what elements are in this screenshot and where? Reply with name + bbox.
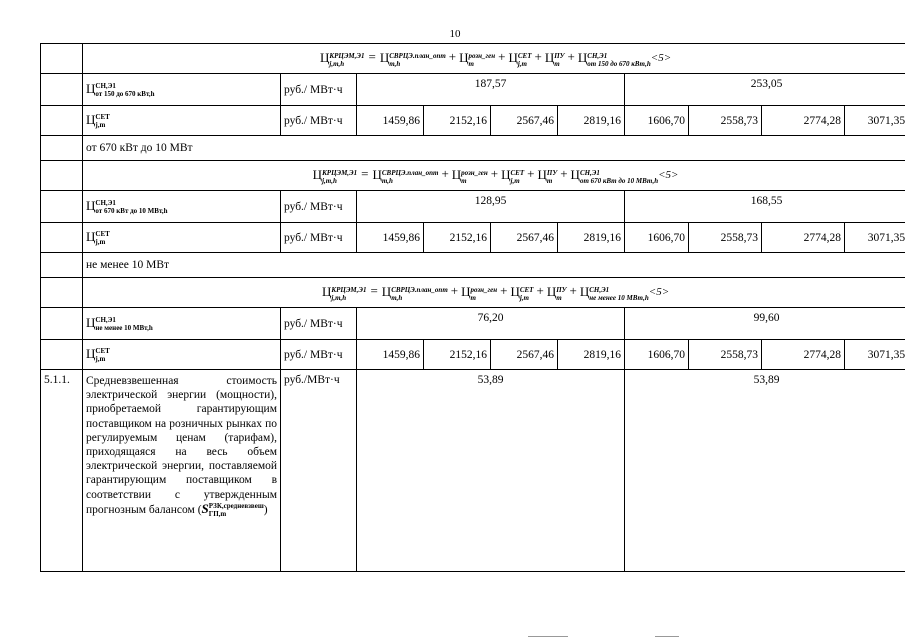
- subscript: j,m: [517, 59, 527, 68]
- symbol-letter: Ц: [546, 284, 557, 300]
- value-cell: [762, 223, 845, 253]
- symbol-letter: Ц: [459, 50, 469, 66]
- value-cell: [689, 106, 762, 136]
- number-cell: [41, 191, 83, 223]
- section-heading-cell: [83, 253, 905, 278]
- superscript: ПУ: [556, 285, 567, 294]
- sn-symbol: [86, 315, 153, 332]
- symbol-letter: Ц: [312, 167, 323, 183]
- value: 2774,28: [803, 114, 841, 127]
- unit-label: руб./ МВт·ч: [284, 231, 343, 244]
- subscript: j,m,h: [322, 176, 337, 185]
- value: 2558,73: [720, 114, 758, 127]
- formula-term: [452, 167, 488, 184]
- index-stack: [322, 169, 357, 185]
- value: 128,95: [474, 195, 507, 207]
- component-label-cell: [83, 223, 281, 253]
- item-number: 5.1.1.: [44, 374, 70, 386]
- footnote-ref: <5>: [648, 286, 670, 299]
- subscript: m: [556, 293, 562, 302]
- value: 1459,86: [382, 348, 420, 361]
- formula-term: [372, 167, 438, 184]
- value: 2567,46: [516, 231, 554, 244]
- superscript: СН,Э1: [95, 82, 116, 91]
- plus-sign: +: [534, 49, 542, 65]
- value-cell: [357, 370, 625, 572]
- formula-term: [508, 50, 531, 67]
- index-stack: [461, 169, 488, 185]
- number-cell: [41, 253, 83, 278]
- sn-symbol: [86, 198, 168, 215]
- plus-sign: +: [490, 166, 499, 182]
- symbol-letter: Ц: [544, 50, 555, 66]
- plus-sign: +: [536, 283, 544, 299]
- item-symbol: [202, 502, 264, 518]
- value-cell: [845, 340, 905, 370]
- value-cell: [762, 340, 845, 370]
- value: 2152,16: [449, 348, 487, 361]
- plus-sign: +: [560, 166, 568, 182]
- superscript: КРЦЭМ,Э1: [331, 285, 367, 294]
- section-heading-row: [41, 136, 905, 161]
- value: 99,60: [753, 312, 780, 324]
- value: 53,89: [753, 374, 780, 386]
- scan-artifact: [528, 636, 568, 637]
- value-cell: [424, 340, 491, 370]
- value: 2152,16: [449, 231, 487, 244]
- subscript: j,m,h: [331, 293, 347, 302]
- value-cell: [762, 106, 845, 136]
- item-text: Средневзвешенная стоимость электрической энергии (мощности), приобретаемой гарантирующим поставщиком на розничных рынках по регулируемым ценам (тарифам), приходящаяся на весь объем электрической энергии, поставляемой гарантирующим поставщиком в соответствии с утвержденным прогнозным балансом (: [86, 375, 277, 516]
- symbol-letter: Ц: [461, 284, 471, 300]
- subscript: j,m,h: [329, 59, 345, 68]
- index-stack: [511, 169, 525, 185]
- number-cell: [41, 44, 83, 74]
- value-cell: [491, 340, 558, 370]
- section-heading: от 670 кВт до 10 МВт: [86, 142, 193, 154]
- value-cell: [625, 223, 689, 253]
- plus-sign: +: [569, 283, 577, 299]
- sn-component-row: [41, 191, 905, 223]
- value-cell: [357, 106, 424, 136]
- subscript: m,h: [389, 59, 401, 68]
- superscript: СВРЦЭ.план_опт: [389, 51, 446, 60]
- symbol-letter: Ц: [320, 50, 330, 66]
- superscript: СЕТ: [95, 113, 110, 122]
- table-body: [41, 44, 905, 572]
- formula-term: [501, 167, 524, 184]
- subscript: j,m: [510, 176, 520, 185]
- set-symbol: [86, 229, 110, 246]
- index-stack: [469, 52, 496, 68]
- index-stack: [95, 316, 152, 332]
- unit-cell: [281, 74, 357, 106]
- number-cell: [41, 340, 83, 370]
- unit-cell: [281, 223, 357, 253]
- value-cell: [491, 223, 558, 253]
- value-cell: [491, 106, 558, 136]
- formula-term: [580, 284, 649, 301]
- plus-sign: +: [500, 283, 508, 299]
- unit-label: руб./ МВт·ч: [284, 83, 343, 96]
- formula-lhs: [322, 284, 366, 301]
- value-cell: [558, 340, 625, 370]
- value: 3071,35: [867, 348, 905, 361]
- subscript: от 150 до 670 кВт,h: [95, 90, 155, 99]
- value: 53,89: [477, 374, 504, 386]
- subscript: не менее 10 МВт,h: [589, 293, 649, 302]
- item-number-cell: [41, 370, 83, 572]
- superscript: СЕТ: [519, 285, 534, 294]
- superscript: розн_ген: [461, 168, 488, 177]
- index-stack: [95, 113, 109, 129]
- symbol-letter: Ц: [86, 80, 96, 96]
- index-stack: [587, 52, 650, 68]
- section-heading-row: [41, 253, 905, 278]
- index-stack: [589, 286, 649, 302]
- number-cell: [41, 74, 83, 106]
- index-stack: [95, 82, 154, 98]
- subscript: от 670 кВт до 10 МВт,h: [579, 176, 659, 185]
- set-symbol: [86, 346, 110, 363]
- set-component-row: [41, 223, 905, 253]
- formula-lhs: [320, 50, 364, 67]
- value-cell: [357, 74, 625, 106]
- symbol-letter: Ц: [322, 284, 332, 300]
- subscript: m: [554, 59, 560, 68]
- subscript: от 150 до 670 кВт,h: [587, 59, 651, 68]
- superscript: розн_ген: [470, 285, 498, 294]
- superscript: СН,Э1: [589, 285, 610, 294]
- subscript: m: [546, 176, 553, 185]
- page-number: 10: [449, 28, 461, 40]
- unit-cell: [281, 106, 357, 136]
- value-cell: [357, 340, 424, 370]
- value: 187,57: [474, 78, 507, 90]
- unit-label: руб./ МВт·ч: [284, 200, 343, 213]
- equals-sign: =: [370, 283, 378, 299]
- formula-term: [459, 50, 495, 67]
- index-stack: [382, 169, 439, 185]
- footnote-ref: <5>: [650, 52, 672, 65]
- value: 168,55: [750, 195, 783, 207]
- formula: [320, 49, 672, 68]
- plus-sign: +: [448, 49, 457, 65]
- superscript: СЕТ: [510, 168, 525, 177]
- unit-label: руб./ МВт·ч: [284, 317, 343, 330]
- index-stack: [554, 52, 564, 68]
- symbol-letter: Ц: [577, 50, 588, 66]
- value-cell: [625, 340, 689, 370]
- unit-cell: [281, 340, 357, 370]
- formula-cell: [83, 278, 905, 308]
- component-label-cell: [83, 191, 281, 223]
- subscript: j,m: [95, 121, 106, 130]
- unit-label: руб./МВт·ч: [284, 374, 340, 386]
- value: 2567,46: [516, 114, 554, 127]
- number-cell: [41, 223, 83, 253]
- value: 2558,73: [720, 348, 758, 361]
- item-text-cell: [83, 370, 281, 572]
- formula-term: [578, 50, 651, 67]
- superscript: СН,Э1: [587, 51, 608, 60]
- number-cell: [41, 106, 83, 136]
- value: 2152,16: [449, 114, 487, 127]
- superscript: ПУ: [554, 51, 565, 60]
- value-cell: [424, 106, 491, 136]
- symbol-letter: Ц: [86, 197, 96, 213]
- value: 253,05: [750, 78, 783, 90]
- set-component-row: [41, 106, 905, 136]
- subscript: m: [470, 293, 476, 302]
- symbol-letter: Ц: [379, 50, 390, 66]
- formula-term: [545, 50, 565, 67]
- component-label-cell: [83, 308, 281, 340]
- symbol-letter: Ц: [86, 111, 96, 127]
- value-cell: [845, 106, 905, 136]
- superscript: СЕТ: [95, 347, 110, 356]
- superscript: СВРЦЭ.план_опт: [381, 168, 439, 177]
- footnote-ref: <5>: [658, 169, 679, 182]
- number-cell: [41, 308, 83, 340]
- index-stack: [520, 286, 534, 302]
- formula-row: [41, 44, 905, 74]
- unit-cell: [281, 370, 357, 572]
- subscript: j,m: [519, 293, 529, 302]
- component-label-cell: [83, 106, 281, 136]
- unit-cell: [281, 308, 357, 340]
- value-cell: [357, 308, 625, 340]
- value: 2774,28: [803, 231, 841, 244]
- value: 1606,70: [647, 231, 685, 244]
- subscript: не менее 10 МВт,h: [95, 324, 153, 333]
- superscript: СН,Э1: [95, 316, 116, 325]
- formula-term: [537, 167, 557, 184]
- value-cell: [357, 191, 625, 223]
- subscript: m: [468, 59, 474, 68]
- value-cell: [625, 106, 689, 136]
- subscript: m,h: [391, 293, 403, 302]
- value-cell: [845, 223, 905, 253]
- value-cell: [424, 223, 491, 253]
- item-row: [41, 370, 905, 572]
- formula-lhs: [313, 167, 357, 184]
- index-stack: [331, 286, 366, 302]
- section-heading: не менее 10 МВт: [86, 259, 170, 271]
- plus-sign: +: [498, 49, 506, 65]
- subscript: от 670 кВт до 10 МВт,h: [95, 207, 168, 216]
- value-cell: [625, 74, 905, 106]
- unit-label: руб./ МВт·ч: [284, 114, 343, 127]
- value: 3071,35: [867, 114, 905, 127]
- tariff-table: [40, 43, 905, 572]
- sn-component-row: [41, 308, 905, 340]
- value: 3071,35: [867, 231, 905, 244]
- symbol-letter: S: [201, 500, 209, 516]
- value-cell: [625, 191, 905, 223]
- value-cell: [689, 223, 762, 253]
- value: 1606,70: [647, 114, 685, 127]
- index-stack: [556, 286, 566, 302]
- value: 2567,46: [516, 348, 554, 361]
- value-cell: [625, 370, 905, 572]
- equals-sign: =: [361, 166, 369, 182]
- symbol-letter: Ц: [86, 314, 96, 330]
- superscript: СН,Э1: [95, 199, 116, 208]
- subscript: m,h: [381, 176, 393, 185]
- value: 2819,16: [583, 114, 621, 127]
- symbol-letter: Ц: [381, 284, 392, 300]
- subscript: ГП,m: [208, 510, 227, 519]
- superscript: СЕТ: [517, 51, 532, 60]
- number-cell: [41, 161, 83, 191]
- superscript: СН,Э1: [579, 168, 600, 177]
- closing-paren: ): [263, 503, 268, 516]
- symbol-letter: Ц: [510, 284, 520, 300]
- value-cell: [558, 223, 625, 253]
- superscript: ПУ: [546, 168, 558, 177]
- formula-term: [547, 284, 567, 301]
- index-stack: [95, 230, 109, 246]
- formula-term: [380, 50, 446, 67]
- formula: [312, 166, 679, 185]
- sn-component-row: [41, 74, 905, 106]
- unit-label: руб./ МВт·ч: [284, 348, 343, 361]
- index-stack: [95, 199, 167, 215]
- component-label-cell: [83, 74, 281, 106]
- superscript: СВРЦЭ.план_опт: [391, 285, 448, 294]
- superscript: РЗК,средневзвеш: [208, 502, 264, 511]
- plus-sign: +: [567, 49, 575, 65]
- formula-term: [382, 284, 448, 301]
- value: 2558,73: [720, 231, 758, 244]
- equals-sign: =: [368, 49, 376, 65]
- symbol-letter: Ц: [451, 167, 462, 183]
- value-cell: [558, 106, 625, 136]
- subscript: j,m: [95, 238, 106, 247]
- index-stack: [209, 502, 264, 518]
- value: 1459,86: [382, 114, 420, 127]
- formula-term: [571, 167, 659, 184]
- formula-row: [41, 161, 905, 191]
- set-symbol: [86, 112, 110, 129]
- component-label-cell: [83, 340, 281, 370]
- index-stack: [391, 286, 448, 302]
- value: 1459,86: [382, 231, 420, 244]
- index-stack: [389, 52, 446, 68]
- formula-term: [510, 284, 533, 301]
- symbol-letter: Ц: [86, 345, 96, 361]
- value: 2774,28: [803, 348, 841, 361]
- symbol-letter: Ц: [86, 228, 96, 244]
- superscript: КРЦЭМ,Э1: [329, 51, 365, 60]
- number-cell: [41, 278, 83, 308]
- symbol-letter: Ц: [570, 167, 580, 183]
- formula-cell: [83, 44, 905, 74]
- index-stack: [95, 347, 109, 363]
- plus-sign: +: [441, 166, 449, 182]
- scan-artifact: [655, 636, 679, 637]
- formula: [322, 283, 670, 302]
- value-cell: [357, 223, 424, 253]
- subscript: j,m: [95, 355, 106, 364]
- set-component-row: [41, 340, 905, 370]
- section-heading-cell: [83, 136, 905, 161]
- formula-row: [41, 278, 905, 308]
- index-stack: [471, 286, 498, 302]
- value: 1606,70: [647, 348, 685, 361]
- formula-cell: [83, 161, 905, 191]
- number-cell: [41, 136, 83, 161]
- value: 76,20: [477, 312, 504, 324]
- superscript: розн_ген: [468, 51, 496, 60]
- value-cell: [689, 340, 762, 370]
- symbol-letter: Ц: [579, 284, 590, 300]
- symbol-letter: Ц: [372, 167, 382, 183]
- symbol-letter: Ц: [537, 167, 547, 183]
- index-stack: [329, 52, 364, 68]
- plus-sign: +: [450, 283, 459, 299]
- subscript: m: [461, 176, 467, 185]
- value-cell: [625, 308, 905, 340]
- index-stack: [580, 169, 658, 185]
- superscript: КРЦЭМ,Э1: [322, 168, 358, 177]
- symbol-letter: Ц: [508, 50, 518, 66]
- symbol-letter: Ц: [501, 167, 511, 183]
- superscript: СЕТ: [95, 230, 110, 239]
- value: 2819,16: [583, 231, 621, 244]
- plus-sign: +: [527, 166, 535, 182]
- index-stack: [547, 169, 557, 185]
- unit-cell: [281, 191, 357, 223]
- value: 2819,16: [583, 348, 621, 361]
- formula-term: [461, 284, 497, 301]
- index-stack: [518, 52, 532, 68]
- sn-symbol: [86, 81, 155, 98]
